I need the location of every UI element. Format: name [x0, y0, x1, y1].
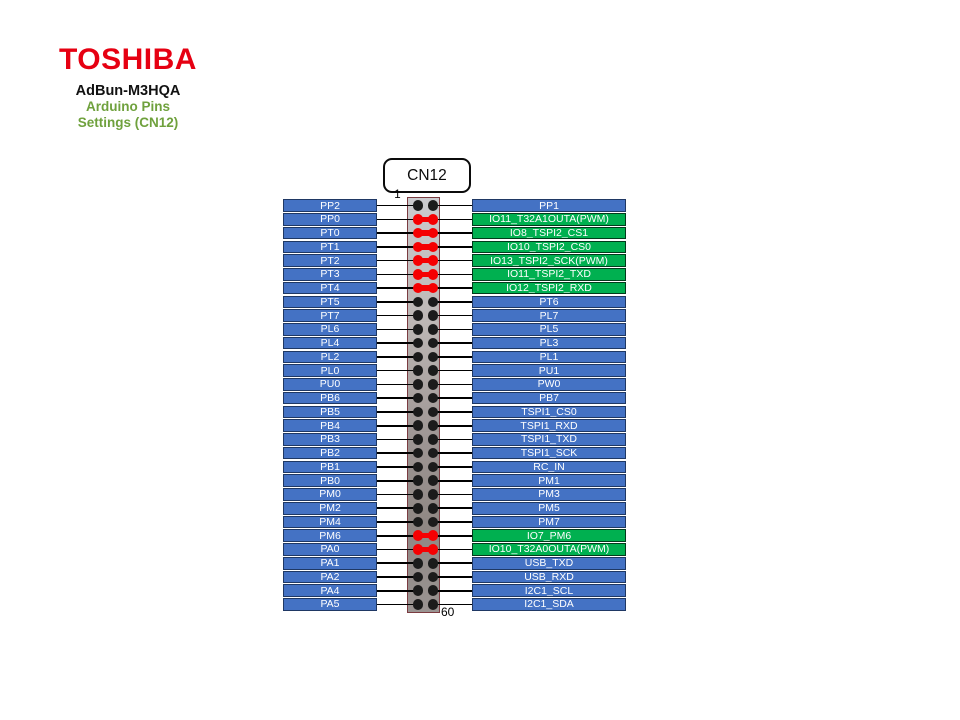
- right-pin-label: PU1: [472, 364, 626, 377]
- left-pin-label: PB2: [283, 447, 377, 460]
- left-pin-label: PL4: [283, 337, 377, 350]
- diagram-subtitle-line2: Settings (CN12): [77, 114, 179, 130]
- left-pin-label: PT1: [283, 241, 377, 254]
- pin-dot-left: [413, 420, 424, 431]
- left-pin-label: PL6: [283, 323, 377, 336]
- pin-dot-left: [413, 503, 424, 514]
- left-pin-label: PP2: [283, 199, 377, 212]
- left-pin-label: PB4: [283, 419, 377, 432]
- right-function-label: IO12_TSPI2_RXD: [472, 282, 626, 295]
- left-pin-label: PP0: [283, 213, 377, 226]
- pin-dot-right: [428, 434, 439, 445]
- right-function-label: IO8_TSPI2_CS1: [472, 227, 626, 240]
- left-pin-label: PB1: [283, 461, 377, 474]
- left-pin-label: PT0: [283, 227, 377, 240]
- left-pin-label: PB0: [283, 474, 377, 487]
- right-pin-label: TSPI1_RXD: [472, 419, 626, 432]
- left-pin-label: PA5: [283, 598, 377, 611]
- right-function-label: IO7_PM6: [472, 529, 626, 542]
- pin-dot-right: [428, 269, 439, 280]
- left-pin-label: PL2: [283, 351, 377, 364]
- right-pin-label: PM3: [472, 488, 626, 501]
- right-pin-label: PT6: [472, 296, 626, 309]
- right-function-label: IO11_T32A1OUTA(PWM): [472, 213, 626, 226]
- pin-dot-left: [413, 379, 424, 390]
- right-pin-label: PM7: [472, 516, 626, 529]
- pin-dot-right: [428, 503, 439, 514]
- pin-dot-right: [428, 365, 439, 376]
- right-pin-label: USB_TXD: [472, 557, 626, 570]
- pin-dot-right: [428, 200, 439, 211]
- first-pin-number: 1: [394, 189, 401, 201]
- left-pin-label: PM0: [283, 488, 377, 501]
- left-pin-label: PB3: [283, 433, 377, 446]
- right-pin-label: PP1: [472, 199, 626, 212]
- last-pin-number: 60: [441, 605, 455, 619]
- left-pin-label: PT4: [283, 282, 377, 295]
- left-pin-label: PT5: [283, 296, 377, 309]
- right-pin-label: PM1: [472, 474, 626, 487]
- pin-dot-left: [413, 489, 424, 500]
- left-pin-label: PM2: [283, 502, 377, 515]
- right-pin-label: PL1: [472, 351, 626, 364]
- right-function-label: IO11_TSPI2_TXD: [472, 268, 626, 281]
- right-function-label: IO13_TSPI2_SCK(PWM): [472, 254, 626, 267]
- left-pin-label: PM6: [283, 529, 377, 542]
- pin-dot-right: [428, 544, 439, 555]
- right-pin-label: TSPI1_SCK: [472, 447, 626, 460]
- pin-dot-left: [413, 200, 424, 211]
- left-pin-label: PM4: [283, 516, 377, 529]
- left-pin-label: PB5: [283, 406, 377, 419]
- right-pin-label: TSPI1_TXD: [472, 433, 626, 446]
- right-pin-label: I2C1_SDA: [472, 598, 626, 611]
- pin-dot-left: [413, 255, 424, 266]
- left-pin-label: PT7: [283, 309, 377, 322]
- left-pin-label: PA1: [283, 557, 377, 570]
- right-pin-label: PL3: [472, 337, 626, 350]
- right-pin-label: PL5: [472, 323, 626, 336]
- right-pin-label: I2C1_SCL: [472, 584, 626, 597]
- pin-dot-right: [428, 214, 439, 225]
- toshiba-logo: TOSHIBA: [59, 43, 197, 76]
- left-pin-label: PB6: [283, 392, 377, 405]
- pin-dot-left: [413, 599, 424, 610]
- pin-dot-right: [428, 599, 439, 610]
- right-pin-label: PL7: [472, 309, 626, 322]
- right-pin-label: PM5: [472, 502, 626, 515]
- connector-name-label: CN12: [383, 158, 471, 193]
- right-function-label: IO10_T32A0OUTA(PWM): [472, 543, 626, 556]
- left-pin-label: PL0: [283, 364, 377, 377]
- pin-dot-right: [428, 489, 439, 500]
- left-pin-label: PT2: [283, 254, 377, 267]
- right-pin-label: PB7: [472, 392, 626, 405]
- right-pin-label: RC_IN: [472, 461, 626, 474]
- right-pin-label: USB_RXD: [472, 571, 626, 584]
- pin-dot-right: [428, 379, 439, 390]
- left-pin-label: PA2: [283, 571, 377, 584]
- pin-dot-left: [413, 310, 424, 321]
- pin-dot-right: [428, 420, 439, 431]
- pin-dot-left: [413, 434, 424, 445]
- pin-dot-left: [413, 214, 424, 225]
- pin-dot-left: [413, 269, 424, 280]
- left-pin-label: PU0: [283, 378, 377, 391]
- brand-block: [40, 44, 216, 130]
- pin-dot-right: [428, 310, 439, 321]
- left-pin-label: PT3: [283, 268, 377, 281]
- board-name: AdBun-M3HQA: [75, 83, 181, 99]
- pin-dot-right: [428, 255, 439, 266]
- right-pin-label: TSPI1_CS0: [472, 406, 626, 419]
- right-function-label: IO10_TSPI2_CS0: [472, 241, 626, 254]
- pin-dot-right: [428, 558, 439, 569]
- pin-dot-right: [428, 324, 439, 335]
- right-pin-label: PW0: [472, 378, 626, 391]
- left-pin-label: PA4: [283, 584, 377, 597]
- pin-dot-left: [413, 544, 424, 555]
- diagram-subtitle-line1: Arduino Pins: [86, 99, 170, 114]
- left-pin-label: PA0: [283, 543, 377, 556]
- pin-dot-left: [413, 365, 424, 376]
- pin-dot-left: [413, 324, 424, 335]
- pin-dot-left: [413, 558, 424, 569]
